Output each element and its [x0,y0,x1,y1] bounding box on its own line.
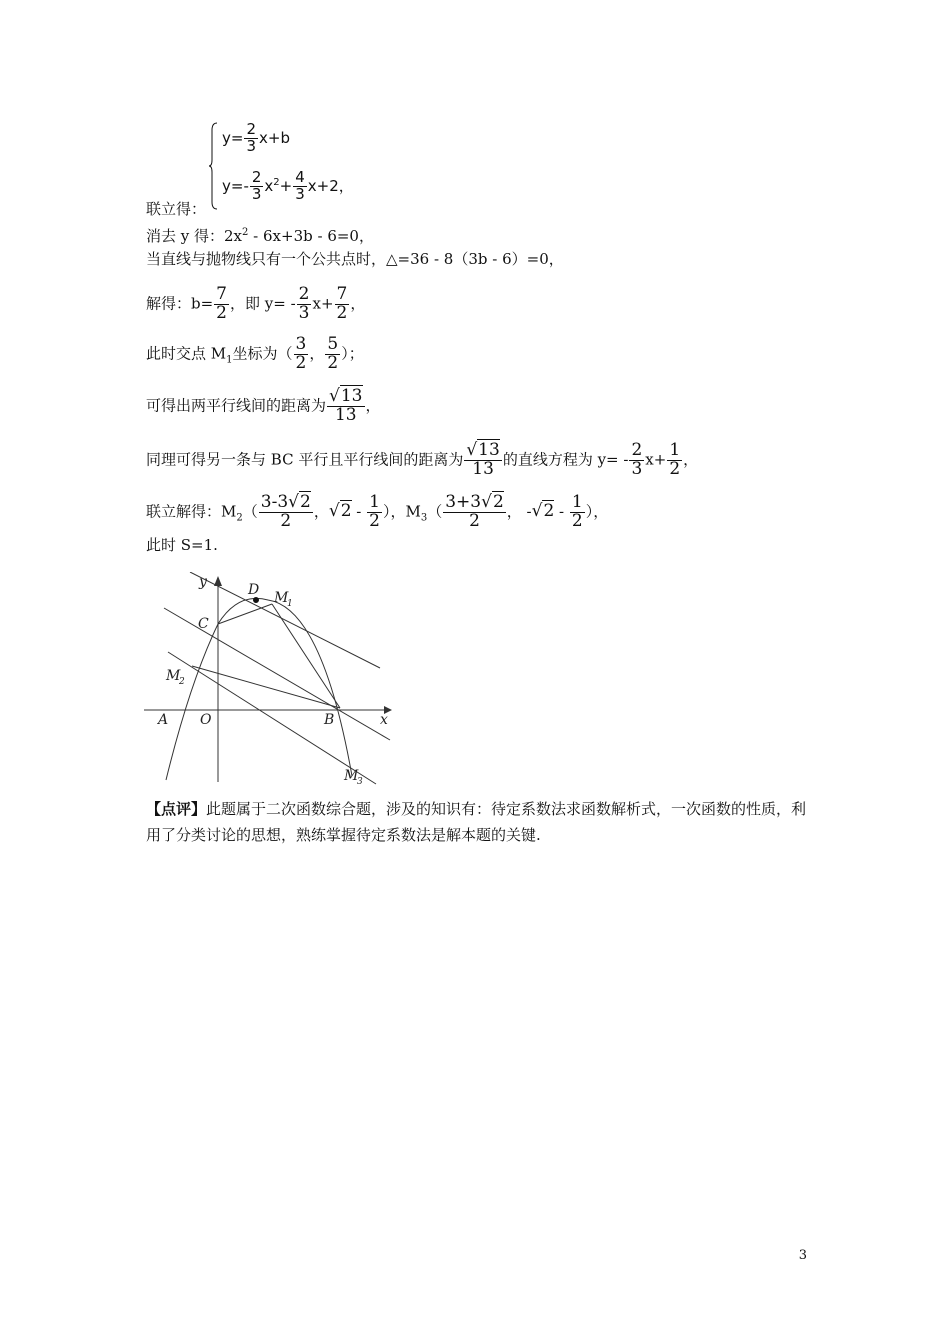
l8-f1-rad: 2 [300,492,311,512]
label-m3: M [344,768,359,784]
comment-text: 此题属于二次函数综合题，涉及的知识有：待定系数法求函数解析式，一次函数的性质，利用了分类讨论的思想，熟练掌握待定系数法是解本题的关键. [146,800,807,844]
l8-sub3: 3 [420,512,428,524]
eq2-plus: + [279,176,293,195]
l8-f3-pre: 3+3 [445,492,482,512]
l5-f2-den: 2 [327,352,339,373]
label-o: O [200,712,212,728]
l7-f1-den: 3 [631,458,643,479]
label-m1-sub: 1 [287,599,293,609]
eq1-numerator: 2 [246,120,256,138]
l4-f1-num: 7 [216,284,227,304]
l8-d: ），M [382,502,421,521]
line-m2-m3 [146,492,609,531]
l7-num: √13 [466,440,500,460]
l5-c: ， [309,344,325,363]
l4-f1-den: 2 [216,302,227,323]
l8-b: （ [242,502,258,521]
segment-cm1 [218,604,272,624]
l8-f3-den: 2 [469,510,480,531]
line-distance [146,386,381,425]
l2-exponent: 2 [242,227,249,238]
comment-tag: 【点评】 [146,800,207,818]
l8-frac-2 [367,494,382,531]
l7-a: 同理可得另一条与 BC 平行且平行线间的距离为 [146,450,464,469]
label-m3-sub: 3 [357,777,363,787]
l8-minus: - [351,502,367,521]
l8-e: （ [427,502,443,521]
l6-radicand: 13 [340,386,363,406]
label-m2: M [166,668,181,684]
l4-f3-den: 2 [336,302,348,323]
l5-f1-num: 3 [295,334,307,354]
line-other-parallel [146,440,699,479]
eq1-left: y= [222,128,244,147]
l4-f2-num: 2 [298,284,310,304]
label-y: y [199,574,207,590]
l5-d: ）； [341,344,364,363]
l5-f1-den: 2 [295,352,307,373]
line-area: 此时 S=1. [146,536,218,554]
l6-den: 13 [334,404,357,425]
l8-f2-den: 2 [369,510,380,531]
l8-sqrt3: √2 [531,501,555,522]
l6-frac [327,388,364,425]
label-a: A [158,712,169,728]
l5-sub: 1 [226,354,233,366]
page-number: 3 [798,1248,807,1263]
l8-f4-num: 1 [571,492,583,512]
l7-f2-den: 2 [669,458,681,479]
l6-a: 可得出两平行线间的距离为 [146,396,327,415]
l6-b: ， [365,396,381,415]
line-solve-b [146,284,366,323]
l8-rad3: 2 [543,501,555,522]
l6-num: √13 [329,386,363,406]
l8-f1-num: 3-3√2 [260,492,311,512]
l8-c: ， [313,502,329,521]
l7-f1-num: 2 [631,440,643,460]
l4-a: 解得：b= [146,294,214,313]
eq2-f1-num: 2 [251,168,262,186]
equation-1 [222,122,290,155]
eq2-f2-num: 4 [295,168,305,186]
l8-f1-den: 2 [280,510,292,531]
l8-f3-num: 3+3√2 [445,492,504,512]
l4-d: ， [350,294,366,313]
l2-text: 消去 y 得：2x [146,227,243,245]
eq1-fraction [244,122,258,155]
eq2-f2-den: 3 [295,184,305,203]
left-brace [208,122,218,210]
line-eliminate-y [146,222,374,244]
eq2-left: y=- [222,176,249,195]
l8-f: ， - [506,502,532,521]
comment-paragraph [146,796,816,848]
equation-2 [222,170,354,203]
segment-m2b [192,666,340,708]
l8-rad2: 2 [340,501,352,522]
l7-d: ， [683,450,699,469]
l4-c: x+ [312,294,334,313]
l7-b: 的直线方程为 y= - [502,450,629,469]
l4-frac-3 [335,286,350,323]
l8-sqrt2: √2 [328,501,352,522]
label-x: x [380,712,388,728]
l7-frac-1 [629,442,644,479]
eq2-tail: ， [338,176,354,195]
l4-b: ，即 y= - [230,294,296,313]
l5-frac-2 [325,336,340,373]
label-d: D [248,582,260,598]
l4-f2-den: 3 [298,302,310,323]
eq1-denominator: 3 [246,136,256,155]
lianli-label-line [146,198,206,220]
label-b: B [324,712,335,728]
l7-radicand: 13 [478,440,500,460]
l7-frac [464,442,501,479]
l5-f2-num: 5 [327,334,339,354]
l8-minus2: - [554,502,569,521]
eq2-fraction-2 [293,170,307,203]
l8-f1-pre: 3-3 [260,492,289,512]
l8-f4-den: 2 [571,510,583,531]
eq2-exponent: 2 [273,176,280,188]
l7-frac-2 [667,442,682,479]
l8-frac-4 [570,494,585,531]
l8-frac-3 [443,494,506,531]
label-m1: M [274,590,289,606]
l4-frac-2 [297,286,312,323]
line-m1-coordinates [146,334,364,373]
l5-b: 坐标为（ [232,344,293,363]
l5-frac-1 [294,336,309,373]
l2-rest: - 6x+3b - 6=0， [248,227,374,245]
label-m2-sub: 2 [179,677,185,687]
l8-a: 联立解得：M [146,502,237,521]
geometry-figure [144,572,394,788]
l7-f2-num: 1 [669,440,681,460]
l7-den: 13 [472,458,494,479]
l5-a: 此时交点 M [146,344,227,363]
l8-g: ）， [585,502,609,521]
eq1-right: x+b [259,128,290,147]
l8-sub2: 2 [236,512,243,524]
eq2-x: x [264,176,274,195]
l7-c: x+ [645,450,667,469]
label-c: C [198,616,209,632]
l8-frac-1 [259,494,313,531]
eq2-f1-den: 3 [251,184,262,203]
lianli-label: 联立得： [146,200,207,218]
l8-f3-rad: 2 [492,492,504,512]
eq2-fraction-1 [250,170,264,203]
line-one-common-point: 当直线与抛物线只有一个公共点时，△=36 - 8（3b - 6）=0， [146,250,564,268]
eq2-right: x+2 [307,176,339,195]
l4-f3-num: 7 [336,284,348,304]
l4-frac-1 [214,286,229,323]
equation-system [208,122,368,212]
l8-f2-num: 1 [369,492,380,512]
segment-m1b [272,604,340,708]
